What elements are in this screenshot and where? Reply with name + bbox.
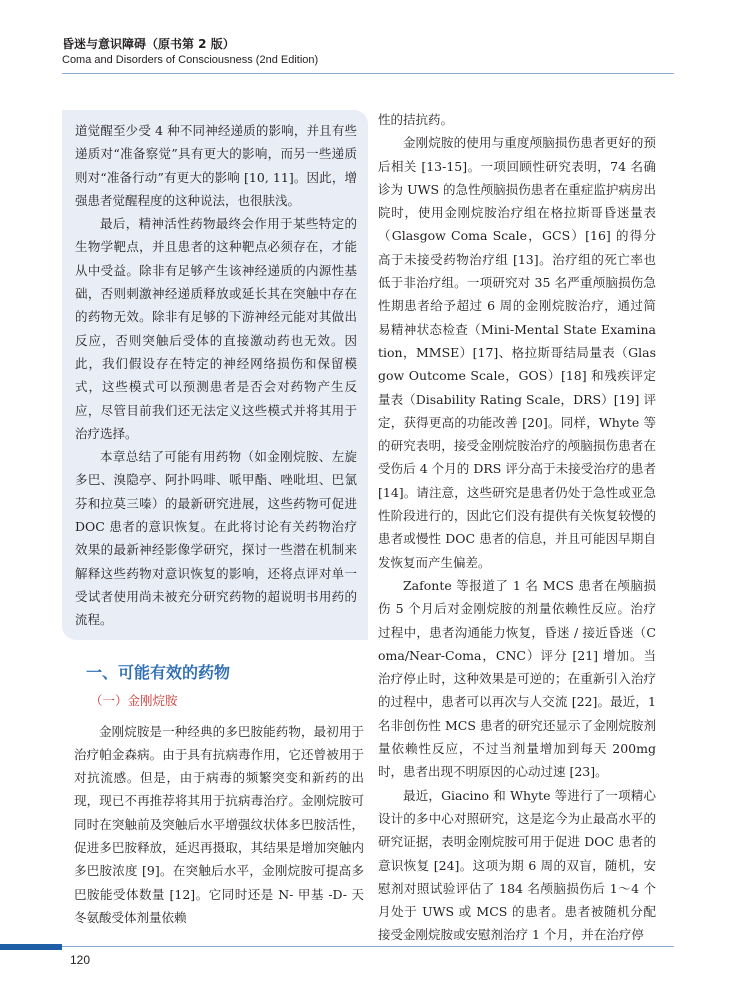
book-title-english: Coma and Disorders of Consciousness (2nd Edition) xyxy=(62,54,319,66)
body-paragraph: 金刚烷胺的使用与重度颅脑损伤患者更好的预后相关 [13-15]。一项回顾性研究表明，74 名确诊为 UWS 的急性颅脑损伤患者在重症监护病房出院时，使用金刚烷胺治疗组在格拉斯哥昏迷量表（Glasgow Coma Scale，GCS）[16] 的得分高于未接受药物治疗组 [13]。治疗组的死亡率也低于非治疗组。一项研究对 35 名严重颅脑损伤急性期患者给予超过 6 周的金刚烷胺治疗，通过简易精神状态检查（Mini-Mental State Examination，MMSE）[17]、格拉斯哥结局量表（Glasgow Outcome Scale，GOS）[18] 和残疾评定量表（Disability Rating Scale，DRS）[19] 评定，获得更高的功能改善 [20]。同样，Whyte 等的研究表明，接受金刚烷胺治疗的颅脑损伤患者在受伤后 4 个月的 DRS 评分高于未接受治疗的患者 [14]。请注意，这些研究是患者仍处于急性或亚急性阶段进行的，因此它们没有提供有关恢复较慢的患者或慢性 DOC 患者的信息，并且可能因早期自发恢复而产生偏差。 xyxy=(378,135,656,570)
body-paragraph: 性的拮抗药。 xyxy=(378,112,454,127)
left-column xyxy=(62,110,368,929)
header-rule xyxy=(62,73,674,74)
right-column xyxy=(378,108,656,947)
book-title-chinese: 昏迷与意识障碍（原书第 2 版） xyxy=(62,37,235,51)
body-paragraph: Zafonte 等报道了 1 名 MCS 患者在颅脑损伤 5 个月后对金刚烷胺的剂量依赖性反应。治疗过程中，患者沟通能力恢复，昏迷 / 接近昏迷（Coma/Near-Coma，CNC）评分 [21] 增加。当治疗停止时，这种效果是可逆的；在重新引入治疗的过程中，患者可以再次与人交流 [22]。最近，1 名非创伤性 MCS 患者的研究还显示了金刚烷胺剂量依赖性反应，不过当剂量增加到每天 200mg 时，患者出现不明原因的心动过速 [23]。 xyxy=(378,577,656,780)
page-number: 120 xyxy=(70,953,91,967)
body-paragraph: 最近，Giacino 和 Whyte 等进行了一项精心设计的多中心对照研究，这是迄今为止最高水平的研究证据，表明金刚烷胺可用于促进 DOC 患者的意识恢复 [24]。这项为期 6 周的双盲，随机，安慰剂对照试验评估了 184 名颅脑损伤后 1～4 个月处于 UWS 或 MCS 的患者。患者被随机分配接受金刚烷胺或安慰剂治疗 1 个月，并在治疗停 xyxy=(378,787,656,943)
body-paragraph: 金刚烷胺是一种经典的多巴胺能药物，最初用于治疗帕金森病。由于具有抗病毒作用，它还曾被用于对抗流感。但是，由于病毒的频繁突变和新药的出现，现已不再推荐将其用于抗病毒治疗。金刚烷胺可同时在突触前及突触后水平增强纹状体多巴胺活性，促进多巴胺释放，延迟再摄取，其结果是增加突触内多巴胺浓度 [9]。在突触后水平，金刚烷胺可提高多巴胺能受体数量 [12]。它同时还是 N- 甲基 -D- 天冬氨酸受体剂量依赖 xyxy=(74,723,364,925)
summary-paragraph: 道觉醒至少受 4 种不同神经递质的影响，并且有些递质对“准备察觉”具有更大的影响，而另一些递质则对“准备行动”有更大的影响 [10, 11]。因此，增强患者觉醒程度的这种说法，也很肤浅。 xyxy=(75,123,357,208)
summary-box xyxy=(62,110,368,640)
left-body xyxy=(74,720,364,930)
footer-accent-bar xyxy=(0,944,62,950)
footer-rule xyxy=(62,946,674,947)
running-header xyxy=(62,36,672,68)
section-title: 一、可能有效的药物 xyxy=(86,662,231,682)
summary-paragraph: 本章总结了可能有用药物（如金刚烷胺、左旋多巴、溴隐亭、阿扑吗啡、哌甲酯、唑吡坦、巴氯芬和拉莫三嗪）的最新研究进展，这些药物可促进 DOC 患者的意识恢复。在此将讨论有关药物治疗效果的最新神经影像学研究，探讨一些潜在机制来解释这些药物对意识恢复的影响，还将点评对单一受试者使用尚未被充分研究药物的超说明书用药的流程。 xyxy=(75,449,357,628)
summary-paragraph: 最后，精神活性药物最终会作用于某些特定的生物学靶点，并且患者的这种靶点必须存在，才能从中受益。除非有足够产生该神经递质的内源性基础，否则刺激神经递质释放或延长其在突触中存在的药物无效。除非有足够的下游神经元能对其做出反应，否则突触后受体的直接激动药也无效。因此，我们假设存在特定的神经网络损伤和保留模式，这些模式可以预测患者是否会对药物产生反应，尽管目前我们还无法定义这些模式并将其用于治疗选择。 xyxy=(75,216,357,441)
subsection-title: （一）金刚烷胺 xyxy=(90,692,178,708)
